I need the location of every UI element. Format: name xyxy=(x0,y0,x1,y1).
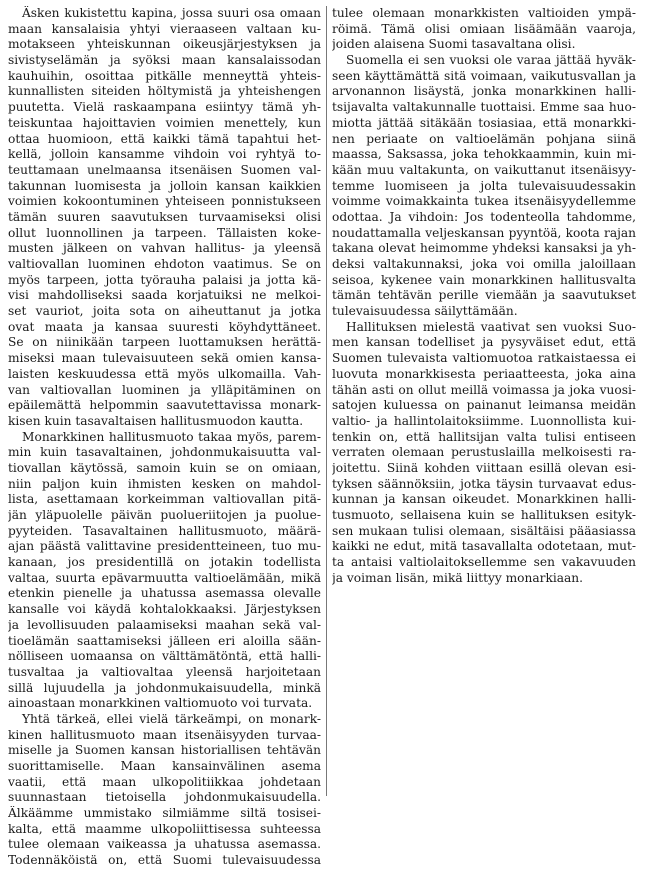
text-line: temme luomiseen ja jolta tulevaisuudessakin xyxy=(332,178,636,193)
text-line: miseksi maan tulevaisuuteen sekä omien kansa- xyxy=(8,351,321,366)
text-line: voimien kokoontuminen yhteiseen ponnistukseen xyxy=(8,194,321,209)
text-line: set vauriot, joita sota on aiheuttanut ja jotka xyxy=(8,304,321,319)
text-line: miotta jättää sitäkään tosiasiaa, että monarkki- xyxy=(332,115,636,130)
text-line: Se on niinikään tarpeen luottamuksen herättä- xyxy=(8,335,321,350)
text-line: tämän tehtävän perille viemään ja saavutukset xyxy=(332,288,636,303)
text-line: valtio- ja hallintolaitoksiimme. Luonnollista kui- xyxy=(332,413,636,428)
text-line: seisoa, kykenee vain monarkkinen hallitusvalta xyxy=(332,272,636,287)
text-line: verraten olemaan perustuslailla melkoisesti ra- xyxy=(332,445,636,460)
text-line: tyksen säännöksiin, jotka täysin turvaavat edus- xyxy=(332,476,636,491)
text-line: tiovallan käytössä, samoin kuin se on omiaan, xyxy=(8,460,321,475)
text-line: valtiovallan luominen ehdoton vaatimus. Se on xyxy=(8,257,321,271)
text-line: tulee olemaan monarkkisten valtioiden ympä- xyxy=(332,6,636,20)
text-line: suunnastaan tietoisella johdonmukaisuudella. xyxy=(8,790,321,805)
text-line: odottaa. Ja vihdoin: Jos todenteolla tahdomme, xyxy=(332,209,636,224)
text-line: Yhtä tärkeä, ellei vielä tärkeämpi, on monark- xyxy=(22,711,321,726)
text-line: kunnallisten siteiden höltymistä ja yhteishengen xyxy=(8,84,321,99)
text-line: tioelämän saattamiseksi jälleen eri aloilla sään- xyxy=(8,633,321,648)
text-line: Hallituksen mielestä vaativat sen vuoksi Suo- xyxy=(346,319,636,334)
text-line: suorittamiselle. Maan kansainvälinen asema xyxy=(8,759,321,773)
text-line: ainoastaan monarkkinen valtiomuoto voi turvata. xyxy=(8,696,313,711)
text-line: kanaan, jos presidentillä on jotakin todellista xyxy=(8,555,321,570)
text-line: tähän asti on ollut meillä voimassa ja joka vuosi- xyxy=(332,382,636,397)
text-line: Suomen tulevaista valtiomuotoa ratkaistaessa ei xyxy=(332,351,636,366)
text-line: sillä lujuudella ja johdonmukaisuudella, minkä xyxy=(8,680,321,695)
text-line: Äsken kukistettu kapina, jossa suuri osa omaan xyxy=(22,6,321,20)
text-line: takunnan luomisesta ja jolloin kansan kaikkien xyxy=(8,178,321,193)
text-line: joiden alaisena Suomi tasavaltana olisi. xyxy=(332,37,576,52)
text-line: ta antaisi valtiolaitoksellemme sen vakavuuden xyxy=(332,555,636,570)
text-line: miselle ja Suomen kansan historiallisen tehtävän xyxy=(8,743,321,758)
text-line: tusmuoto, sellaisena kuin se hallituksen esityk- xyxy=(332,508,636,522)
text-line: nölliseen uomaansa on välttämätöntä, että halli- xyxy=(8,649,321,664)
column-divider xyxy=(326,6,327,796)
text-line: nen periaate on valtioelämän pohjana siinä xyxy=(332,131,636,146)
text-line: valtaa, suurta epävarmuutta valtioelämään, mikä xyxy=(8,570,321,585)
text-line: sivistyselämän ja syöksi maan kansalaissodan xyxy=(8,53,321,68)
text-line: kään muu valtakunta, on vaikuttanut itsenäisyy- xyxy=(332,162,636,177)
text-line: maassa, Saksassa, joka tehokkaammin, kuin mi- xyxy=(332,147,636,162)
text-line: deksi valtakunnaksi, joka voi omilla jaloillaan xyxy=(332,257,636,271)
text-line: ottaa huomioon, että kaikki tämä tapahtui het- xyxy=(8,131,321,146)
text-line: kauhuihin, osoittaa pitkälle menneyttä yhteis- xyxy=(8,68,321,83)
text-line: myös tarpeen, jotta työrauha palaisi ja jotta kä- xyxy=(8,272,321,287)
text-line: visi mahdolliseksi saada korjatuiksi ne melkoi- xyxy=(8,288,321,303)
text-line: teiskuntaa hajoittavien voimien menettely, kun xyxy=(8,115,321,130)
text-line: jän yläpuolelle päivän puolueriitojen ja puolue- xyxy=(8,508,321,522)
text-line: Älkäämme ummistako silmiämme siltä tosisei- xyxy=(8,806,321,821)
text-line: kisen kuin tasavaltaisen hallitusmuodon kautta. xyxy=(8,413,304,428)
text-line: ja voiman lisän, mikä liittyy monarkiaan. xyxy=(332,570,583,585)
text-line: ovat maata ja kansaa suuresti köyhdyttäneet. xyxy=(8,319,321,334)
text-line: noudattamalla veljeskansan pyyntöä, koota rajan xyxy=(332,225,636,240)
text-line: motakseen yhteiskunnan oikeusjärjestyksen ja xyxy=(8,37,321,52)
text-line: kansalle voi käydä kohtalokkaaksi. Järjestyksen xyxy=(8,602,321,617)
text-line: sen mukaan tulisi olemaan, sisältäisi pääasiassa xyxy=(332,523,636,538)
text-line: min kuin tasavaltainen, johdonmukaisuutta val- xyxy=(8,445,321,460)
text-line: tulee olemaan vaikeassa ja uhatussa asemassa. xyxy=(8,837,321,852)
text-line: luovuta monarkkisesta periaatteesta, joka aina xyxy=(332,366,636,381)
text-line: satojen kuluessa on painanut leimansa meidän xyxy=(332,398,636,413)
text-line: musten jälkeen on vahvan hallitus- ja yleensä xyxy=(8,241,321,256)
text-line: tulevaisuudessa säilyttämään. xyxy=(332,304,518,319)
text-line: vaatii, että maan ulkopolitiikkaa johdetaan xyxy=(8,774,321,789)
text-line: teuttamaan unelmaansa itsenäisen Suomen val- xyxy=(8,162,321,177)
text-line: Todennäköistä on, että Suomi tulevaisuudessa xyxy=(8,853,321,868)
text-line: röimä. Tämä olisi omiaan lisäämään vaaroja, xyxy=(332,21,636,36)
text-line: maan kansalaisia yhtyi vieraaseen valtaan ku- xyxy=(8,21,321,36)
text-line: joitettu. Siinä kohden viittaan esillä olevan esi- xyxy=(332,460,636,475)
left-text-column xyxy=(8,6,321,869)
text-line: kunnan ja kansan oikeudet. Monarkkinen halli- xyxy=(332,492,636,507)
text-line: ja levollisuuden palaamiseksi maahan sekä val- xyxy=(8,617,321,632)
text-line: puutetta. Vielä raskaampana esiintyy tämä yh- xyxy=(8,100,321,115)
text-line: laisten keskuudessa että myös ulkomailla. Vah- xyxy=(8,366,321,381)
text-line: ollut luonnollinen ja tarpeen. Tällaisten koke- xyxy=(8,225,321,240)
text-line: tenkin on, että hallitsijan valta tulisi entiseen xyxy=(332,429,636,444)
text-line: ajan päästä valittavine presidentteineen, tuo mu- xyxy=(8,539,321,554)
text-line: Suomella ei sen vuoksi ole varaa jättää hyväk- xyxy=(346,53,636,68)
text-line: niin paljon kuin ihmisten kesken on mahdol- xyxy=(8,476,321,491)
text-line: seen käyttämättä sitä voimaan, vaikutusvallan ja xyxy=(332,68,636,83)
text-line: kaikki ne edut, mitä tasavallalta odotetaan, mut- xyxy=(332,539,636,554)
text-line: van valtiovallan luominen ja ylläpitäminen on xyxy=(8,382,321,397)
text-line: kellä, jolloin kansamme vihdoin voi ryhtyä to- xyxy=(8,147,321,162)
text-line: tämän suuren saavutuksen turvaamiseksi olisi xyxy=(8,209,321,224)
text-line: arvonannon lisäystä, jonka monarkkinen halli- xyxy=(332,84,636,99)
text-line: kalta, että maamme ulkopoliittisessa suhteessa xyxy=(8,821,321,836)
text-line: men kansan todelliset ja pysyväiset edut, että xyxy=(332,335,636,350)
text-line: kinen hallitusmuoto maan itsenäisyyden turvaa- xyxy=(8,727,321,742)
right-text-column xyxy=(332,6,636,586)
text-line: lista, asettamaan korkeimman valtiovallan pitä- xyxy=(8,492,321,507)
text-line: Monarkkinen hallitusmuoto takaa myös, parem- xyxy=(22,429,321,444)
text-line: epäilemättä helpommin saavutettavissa monark- xyxy=(8,398,321,413)
text-line: pyyteiden. Tasavaltainen hallitusmuoto, määrä- xyxy=(8,523,321,538)
text-line: takana olevat heimomme yhdeksi kansaksi ja yh- xyxy=(332,241,636,256)
text-line: voimme voimakkainta tukea itsenäisyydellemme xyxy=(332,194,636,209)
text-line: tsijavalta valtakunnalle tuottaisi. Emme saa huo- xyxy=(332,100,636,115)
text-line: tusvaltaa ja valtiovaltaa yleensä harjoitetaan xyxy=(8,664,321,679)
text-line: etenkin pienelle ja uhatussa asemassa olevalle xyxy=(8,586,321,601)
